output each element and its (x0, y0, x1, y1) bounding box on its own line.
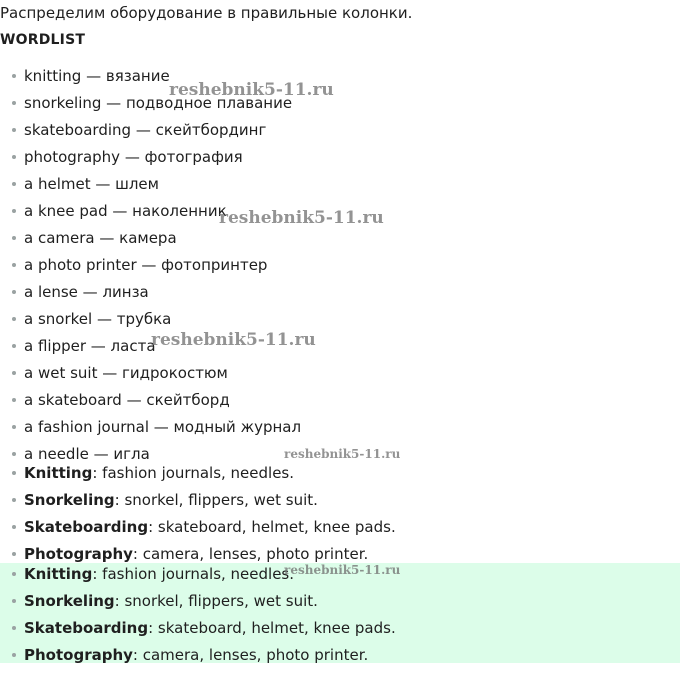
answer-value: : camera, lenses, photo printer. (132, 545, 369, 563)
answer-key: Snorkeling (24, 592, 115, 610)
answer-item (12, 462, 680, 489)
answer-value: : camera, lenses, photo printer. (132, 646, 369, 664)
answer-key: Skateboarding (24, 619, 149, 637)
answer-key: Skateboarding (24, 518, 149, 536)
watermark: reshebnik5-11.ru (284, 563, 401, 577)
answer-key: Snorkeling (24, 491, 115, 509)
list-item: a camera — камера (12, 227, 301, 254)
intro-text: Распределим оборудование в правильные колонки. (0, 4, 413, 22)
answer-block (12, 462, 680, 570)
answer-key: Photography (24, 545, 133, 563)
list-item: photography — фотография (12, 146, 301, 173)
answer-value: : skateboard, helmet, knee pads. (148, 619, 396, 637)
watermark: reshebnik5-11.ru (169, 80, 334, 100)
wordlist (12, 65, 301, 462)
answer-list (12, 462, 680, 570)
answer-value: : snorkel, flippers, wet suit. (114, 491, 318, 509)
answer-item (12, 617, 680, 644)
answer-key: Knitting (24, 565, 93, 583)
answer-block-highlighted (0, 563, 680, 663)
watermark: reshebnik5-11.ru (284, 447, 401, 461)
list-item: a helmet — шлем (12, 173, 301, 200)
list-item: a knee pad — наколенник (12, 200, 301, 227)
answer-value: : snorkel, flippers, wet suit. (114, 592, 318, 610)
answer-value: : skateboard, helmet, knee pads. (148, 518, 396, 536)
list-item: knitting — вязание (12, 65, 301, 92)
list-item: a flipper — ласта (12, 335, 301, 362)
watermark: reshebnik5-11.ru (151, 330, 316, 350)
answer-list (0, 563, 680, 671)
answer-value: : fashion journals, needles. (92, 565, 295, 583)
list-item: snorkeling — подводное плавание (12, 92, 301, 119)
list-item: a needle — игла (12, 443, 301, 462)
list-item: a snorkel — трубка (12, 308, 301, 335)
list-item: a skateboard — скейтборд (12, 389, 301, 416)
list-item: a photo printer — фотопринтер (12, 254, 301, 281)
list-item: a fashion journal — модный журнал (12, 416, 301, 443)
answer-key: Knitting (24, 464, 93, 482)
answer-key: Photography (24, 646, 133, 664)
answer-item (12, 516, 680, 543)
wordlist-heading: WORDLIST (0, 32, 86, 48)
list-item: skateboarding — скейтбординг (12, 119, 301, 146)
answer-item (12, 644, 680, 671)
answer-item (12, 590, 680, 617)
answer-value: : fashion journals, needles. (92, 464, 295, 482)
list-item: a wet suit — гидрокостюм (12, 362, 301, 389)
answer-item (12, 489, 680, 516)
list-item: a lense — линза (12, 281, 301, 308)
watermark: reshebnik5-11.ru (219, 208, 384, 228)
